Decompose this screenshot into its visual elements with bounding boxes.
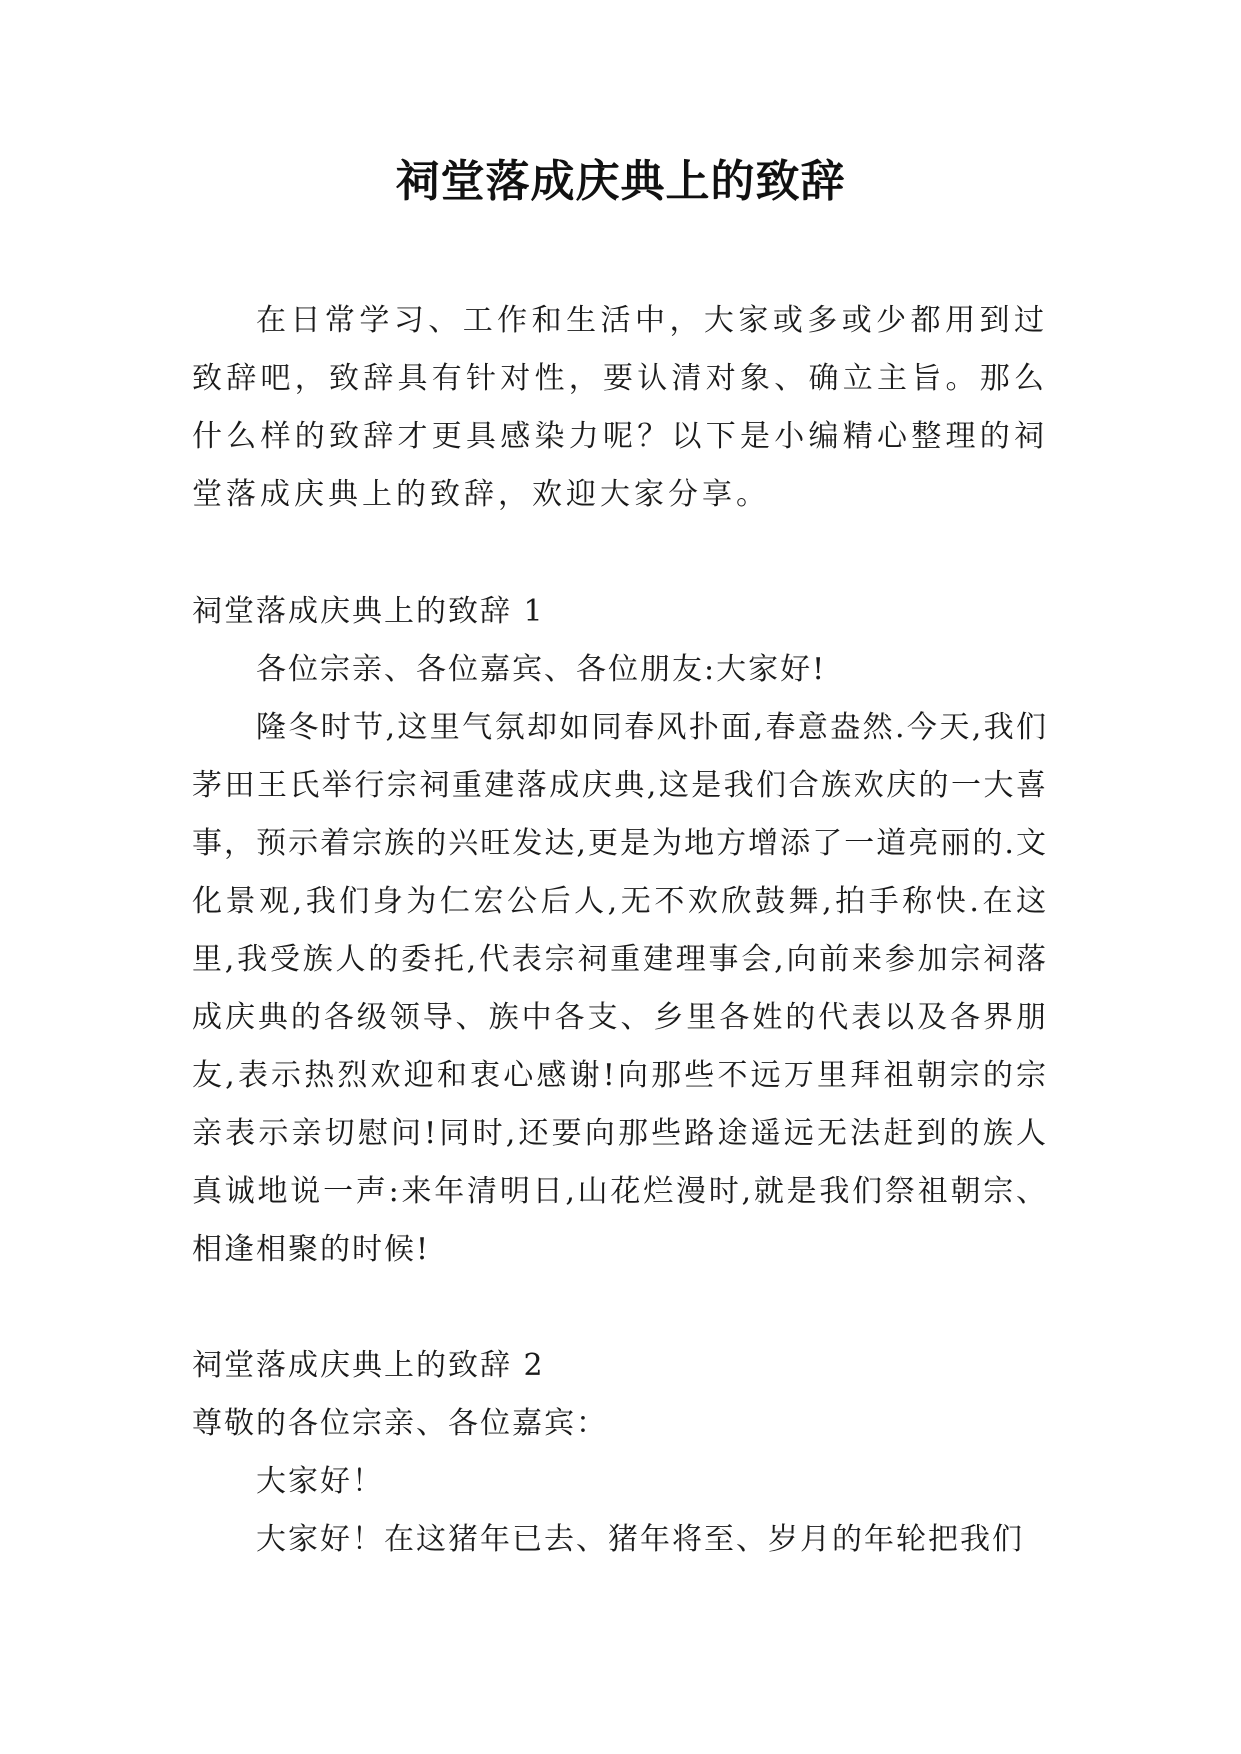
- section-2-greeting: 大家好！: [256, 1464, 384, 1499]
- section-2-paragraph: 大家好！在这猪年已去、猪年将至、岁月的年轮把我们: [256, 1522, 1024, 1557]
- speech-section-2: [192, 1337, 1048, 1569]
- intro-section: [192, 292, 1048, 524]
- speech-section-1: [192, 583, 1048, 1279]
- section-1-paragraph: 隆冬时节,这里气氛却如同春风扑面,春意盎然.今天,我们茅田王氏举行宗祠重建落成庆典,这是我们合族欢庆的一大喜事，预示着宗族的兴旺发达,更是为地方增添了一道亮丽的.文化景观,我们身为仁宏公后人,无不欢欣鼓舞,拍手称快.在这里,我受族人的委托,代表宗祠重建理事会,向前来参加宗祠落成庆典的各级领导、族中各支、乡里各姓的代表以及各界朋友,表示热烈欢迎和衷心感谢!向那些不远万里拜祖朝宗的宗亲表示亲切慰问!同时,还要向那些路途遥远无法赶到的族人真诚地说一声:来年清明日,山花烂漫时,就是我们祭祖朝宗、相逢相聚的时候!: [192, 710, 1048, 1267]
- section-heading-2: 祠堂落成庆典上的致辞 2: [192, 1348, 545, 1383]
- section-2-salutation: 尊敬的各位宗亲、各位嘉宾：: [192, 1406, 608, 1441]
- intro-paragraph: 在日常学习、工作和生活中，大家或多或少都用到过致辞吧，致辞具有针对性，要认清对象、确立主旨。那么什么样的致辞才更具感染力呢？以下是小编精心整理的祠堂落成庆典上的致辞，欢迎大家分享。: [192, 303, 1048, 512]
- section-heading-1: 祠堂落成庆典上的致辞 1: [192, 594, 545, 629]
- section-1-greeting: 各位宗亲、各位嘉宾、各位朋友:大家好!: [256, 652, 827, 687]
- page-title: 祠堂落成庆典上的致辞: [395, 156, 846, 207]
